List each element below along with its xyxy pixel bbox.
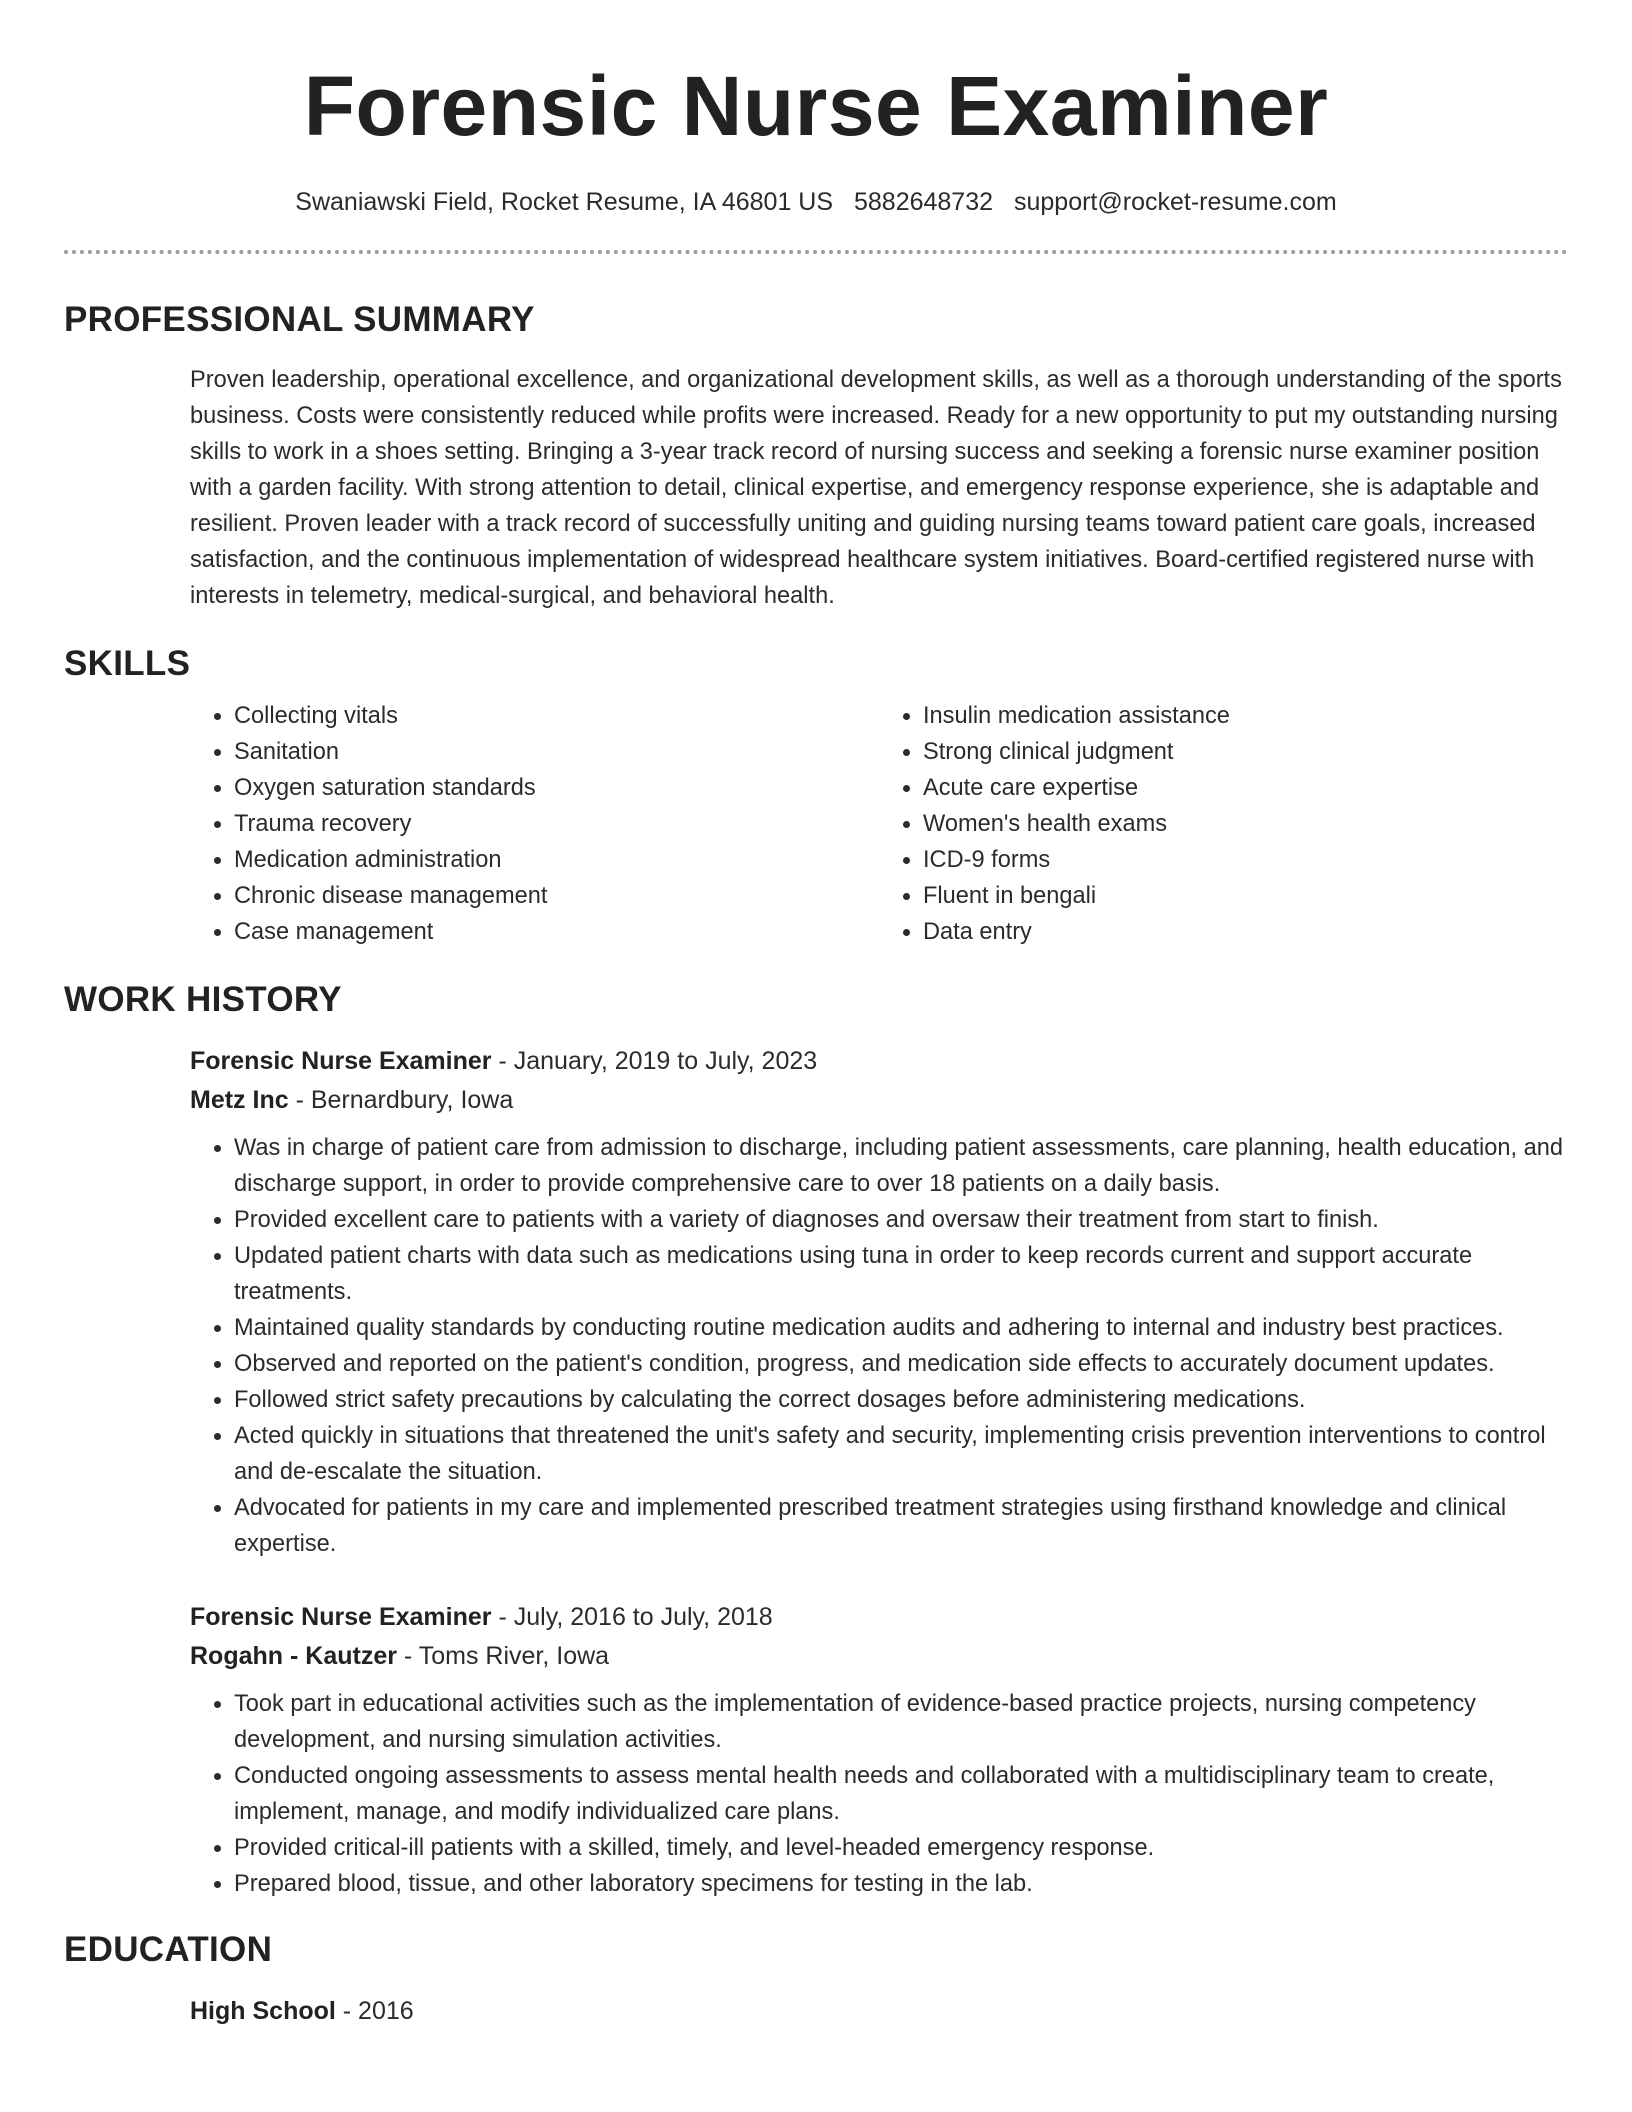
contact-email: support@rocket-resume.com <box>1013 188 1337 216</box>
job-bullet: • Prepared blood, tissue, and other laboratory specimens for testing in the lab. <box>234 1866 1568 1902</box>
skill-item: • Chronic disease management <box>234 878 879 914</box>
job-bullets <box>190 1686 1568 1902</box>
education-entry <box>190 1992 1568 2031</box>
skill-item: • Data entry <box>923 914 1568 950</box>
job-bullet: • Maintained quality standards by conducting routine medication audits and adhering to internal and industry best practices. <box>234 1310 1568 1346</box>
skill-item: • Insulin medication assistance <box>923 698 1568 734</box>
job-bullets <box>190 1130 1568 1562</box>
skill-item: • Oxygen saturation standards <box>234 770 879 806</box>
skill-item: • Acute care expertise <box>923 770 1568 806</box>
job-title-line <box>190 1042 1568 1081</box>
job-role: Forensic Nurse Examiner <box>190 1603 492 1631</box>
job-bullet: • Followed strict safety precautions by calculating the correct dosages before administering medications. <box>234 1382 1568 1418</box>
education-school: High School <box>190 1997 336 2025</box>
job-bullet: • Provided critical-ill patients with a skilled, timely, and level-headed emergency response. <box>234 1830 1568 1866</box>
job-location: - Toms River, Iowa <box>396 1642 610 1670</box>
job-dates: - January, 2019 to July, 2023 <box>491 1047 818 1075</box>
skill-item: • ICD-9 forms <box>923 842 1568 878</box>
job-bullet: • Took part in educational activities such as the implementation of evidence-based practice projects, nursing competency development, and nursing simulation activities. <box>234 1686 1568 1758</box>
job-location: - Bernardbury, Iowa <box>288 1086 514 1114</box>
skill-item: • Collecting vitals <box>234 698 879 734</box>
skill-item: • Case management <box>234 914 879 950</box>
skill-item: • Medication administration <box>234 842 879 878</box>
skills-column-right <box>879 698 1568 950</box>
section-title-summary: PROFESSIONAL SUMMARY <box>64 300 535 339</box>
job-bullet: • Observed and reported on the patient's condition, progress, and medication side effects to accurately document updates. <box>234 1346 1568 1382</box>
education-year: - 2016 <box>335 1997 414 2025</box>
job-bullet: • Was in charge of patient care from admission to discharge, including patient assessments, care planning, health education, and discharge support, in order to provide comprehensive care to over 18 patients on a daily basis. <box>234 1130 1568 1202</box>
skill-item: • Fluent in bengali <box>923 878 1568 914</box>
job-entry <box>190 1598 1568 1902</box>
contact-line <box>64 186 1568 218</box>
summary-text: Proven leadership, operational excellence, and organizational development skills, as well as a thorough understanding of the sports business. Costs were consistently reduced while profits were increased. Ready for a new opportunity to put my outstanding nursing skills to work in a shoes setting. Bringing a 3-year track record of nursing success and seeking a forensic nurse examiner position with a garden facility. With strong attention to detail, clinical expertise, and emergency response experience, she is adaptable and resilient. Proven leader with a track record of successfully uniting and guiding nursing teams toward patient care goals, increased satisfaction, and the continuous implementation of widespread healthcare system initiatives. Board-certified registered nurse with interests in telemetry, medical-surgical, and behavioral health. <box>190 367 1562 609</box>
job-company-line <box>190 1637 1568 1676</box>
skills-list <box>190 698 1568 950</box>
skills-column-left <box>190 698 879 950</box>
candidate-name: Forensic Nurse Examiner <box>303 59 1329 153</box>
contact-address: Swaniawski Field, Rocket Resume, IA 46801 US <box>295 188 834 216</box>
section-title-skills: SKILLS <box>64 644 191 683</box>
job-dates: - July, 2016 to July, 2018 <box>491 1603 773 1631</box>
job-company-line <box>190 1081 1568 1120</box>
job-title-line <box>190 1598 1568 1637</box>
job-bullet: • Updated patient charts with data such as medications using tuna in order to keep records current and support accurate treatments. <box>234 1238 1568 1310</box>
skill-item: • Strong clinical judgment <box>923 734 1568 770</box>
header-divider <box>64 250 1568 254</box>
job-bullet: • Acted quickly in situations that threatened the unit's safety and security, implementing crisis prevention interventions to control and de-escalate the situation. <box>234 1418 1568 1490</box>
section-title-work-history: WORK HISTORY <box>64 980 342 1019</box>
job-role: Forensic Nurse Examiner <box>190 1047 492 1075</box>
skill-item: • Trauma recovery <box>234 806 879 842</box>
job-bullet: • Advocated for patients in my care and implemented prescribed treatment strategies using firsthand knowledge and clinical expertise. <box>234 1490 1568 1562</box>
job-bullet: • Provided excellent care to patients with a variety of diagnoses and oversaw their treatment from start to finish. <box>234 1202 1568 1238</box>
skill-item: • Women's health exams <box>923 806 1568 842</box>
job-company: Metz Inc <box>190 1086 289 1114</box>
job-bullet: • Conducted ongoing assessments to assess mental health needs and collaborated with a multidisciplinary team to create, implement, manage, and modify individualized care plans. <box>234 1758 1568 1830</box>
skill-item: • Sanitation <box>234 734 879 770</box>
job-company: Rogahn - Kautzer <box>190 1642 397 1670</box>
contact-phone: 5882648732 <box>853 188 994 216</box>
job-entry <box>190 1042 1568 1562</box>
section-title-education: EDUCATION <box>64 1930 273 1969</box>
